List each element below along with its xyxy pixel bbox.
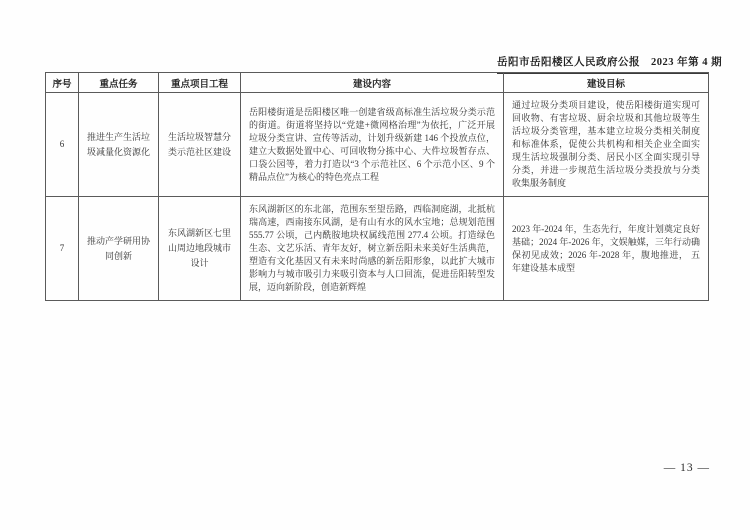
column-header-content: 建设内容 xyxy=(241,73,504,93)
cell-no: 7 xyxy=(46,197,79,301)
column-header-task: 重点任务 xyxy=(79,73,159,93)
table-header-row xyxy=(46,73,709,93)
table-row xyxy=(46,93,709,197)
column-header-no: 序号 xyxy=(46,73,79,93)
page-number: — 13 — xyxy=(663,462,710,474)
column-header-project: 重点项目工程 xyxy=(159,73,241,93)
column-header-goal: 建设目标 xyxy=(504,73,709,93)
masthead-title: 岳阳市岳阳楼区人民政府公报 2023 年第 4 期 xyxy=(497,54,709,74)
cell-project: 生活垃圾智慧分类示范社区建设 xyxy=(159,93,241,197)
cell-task: 推动产学研用协同创新 xyxy=(79,197,159,301)
cell-goal: 2023 年-2024 年，生态先行，年度计划奠定良好基础；2024 年-2026 年，文娱触媒，三年行动确保初见成效；2026 年-2028 年，腹地推进， 五年建设基本成型 xyxy=(504,197,709,301)
cell-no: 6 xyxy=(46,93,79,197)
cell-content: 东风湖新区的东北部，范围东至望岳路，西临洞庭湖，北抵杭瑞高速，西南接东风湖，是有山有水的风水宝地；总规划范围 555.77 公顷，己内酰胺地块权属线范围 277.4 公顷。打造绿色生态、文艺乐活、青年友好，树立新岳阳未来美好生活典范，塑造有文化基因又有未来时尚感的新岳阳形象，以此扩大城市影响力与城市吸引力来吸引资本与人口回流，促进岳阳转型发展，迈向新阶段，创造新辉煌 xyxy=(241,197,504,301)
cell-content: 岳阳楼街道是岳阳楼区唯一创建省级高标准生活垃圾分类示范的街道。街道将坚持以“党建+微网格治理”为依托，广泛开展垃圾分类宣讲、宣传等活动，计划升级新建 146 个投放点位，建立大数据处置中心、可回收物分拣中心、大件垃圾暂存点、口袋公园等，着力打造以“3 个示范社区、6 个示范小区、9 个精品点位”为核心的特色亮点工程 xyxy=(241,93,504,197)
cell-goal: 通过垃圾分类项目建设，使岳阳楼街道实现可回收物、有害垃圾、厨余垃圾和其他垃圾等生活垃圾分类管理，基本建立垃圾分类相关制度和标准体系，促使公共机构和相关企业全面实现生活垃圾强制分类、居民小区全面实现引导分类，并进一步规范生活垃圾分类投放与分类收集服务制度 xyxy=(504,93,709,197)
table-row xyxy=(46,197,709,301)
key-projects-table xyxy=(45,72,709,301)
cell-task: 推进生产生活垃圾减量化资源化 xyxy=(79,93,159,197)
cell-project: 东风湖新区七里山周边地段城市设计 xyxy=(159,197,241,301)
